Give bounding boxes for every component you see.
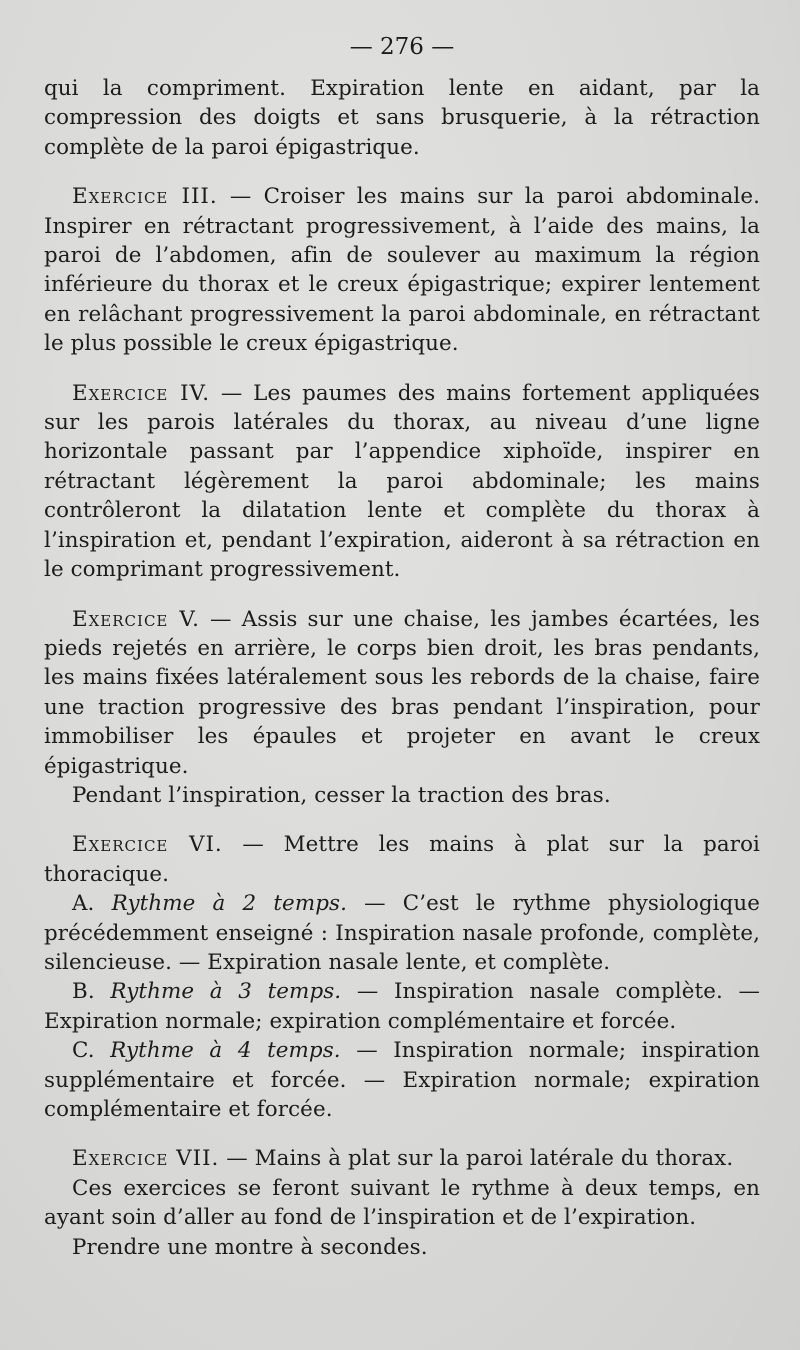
exercise-7-text: — Mains à plat sur la paroi latérale du thorax. [219, 1146, 734, 1172]
exercise-7-followup: Ces exercices se feront suivant le rythme à deux temps, en ayant soin d’aller au fond de l’inspiration et de l’expiration. [44, 1175, 760, 1231]
exercise-6-paragraph [44, 830, 760, 889]
item-a-text: — C’est le rythme physiologique précédemment enseigné : Inspiration nasale profonde, complète, silencieuse. — Expiration nasale lente, et complète. [44, 891, 760, 975]
exercise-7-paragraph [44, 1144, 760, 1173]
exercise-4-label: Exercice IV. [72, 380, 211, 406]
exercise-6-text: — Mettre les mains à plat sur la paroi thoracique. [44, 832, 760, 887]
exercise-3-label: Exercice III. [72, 184, 218, 210]
item-b-letter: B. [72, 979, 111, 1005]
item-c-text: — Inspiration normale; inspiration supplémentaire et forcée. — Expiration normale; expiration complémentaire et forcée. [44, 1038, 760, 1122]
exercise-7-label: Exercice VII. [72, 1146, 220, 1172]
item-b-text: — Inspiration nasale complète. — Expiration normale; expiration complémentaire et forcée. [44, 979, 760, 1034]
item-c-letter: C. [72, 1038, 111, 1064]
exercise-6-item-c [44, 1036, 760, 1124]
exercise-4-text: — Les paumes des mains fortement appliquées sur les parois latérales du thorax, au niveau d’une ligne horizontale passant par l’appendice xiphoïde, inspirer en rétractant légèrement la paroi abdominale; les mains contrôleront la dilatation lente et complète du thorax à l’inspiration et, pendant l’expiration, aideront à sa rétraction en le comprimant progressivement. [44, 380, 760, 583]
exercise-4-paragraph [44, 379, 760, 585]
exercise-6-item-a [44, 889, 760, 977]
exercise-5-paragraph [44, 605, 760, 781]
exercise-5-followup: Pendant l’inspiration, cesser la traction des bras. [72, 782, 611, 808]
page-number: — 276 — [349, 34, 455, 60]
exercise-7-final-line: Prendre une montre à secondes. [72, 1234, 428, 1260]
item-a-title: Rythme à 2 temps. [111, 891, 347, 917]
exercise-6-label: Exercice VI. [72, 832, 223, 858]
exercise-5-text: — Assis sur une chaise, les jambes écartées, les pieds rejetés en arrière, le corps bien droit, les bras pendants, les mains fixées latéralement sous les rebords de la chaise, faire une traction progressive des bras pendant l’inspiration, pour immobiliser les épaules et projeter en avant le creux épigastrique. [44, 606, 760, 779]
exercise-5-label: Exercice V. [72, 606, 200, 632]
item-c-title: Rythme à 4 temps. [110, 1038, 341, 1064]
exercise-3-text: — Croiser les mains sur la paroi abdominale. Inspirer en rétractant progressivement, à l’aide des mains, la paroi de l’abdomen, afin de soulever au maximum la région inférieure du thorax et le creux épigastrique; expirer lentement en relâchant progressivement la paroi abdominale, en rétractant le plus possible le creux épigastrique. [44, 184, 760, 357]
exercise-3-paragraph [44, 182, 760, 358]
item-a-letter: A. [72, 891, 112, 917]
item-b-title: Rythme à 3 temps. [110, 979, 342, 1005]
exercise-6-item-b [44, 977, 760, 1036]
paragraph-continuation: qui la compriment. Expiration lente en aidant, par la compression des doigts et sans brusquerie, à la rétraction complète de la paroi épigastrique. [44, 76, 760, 160]
